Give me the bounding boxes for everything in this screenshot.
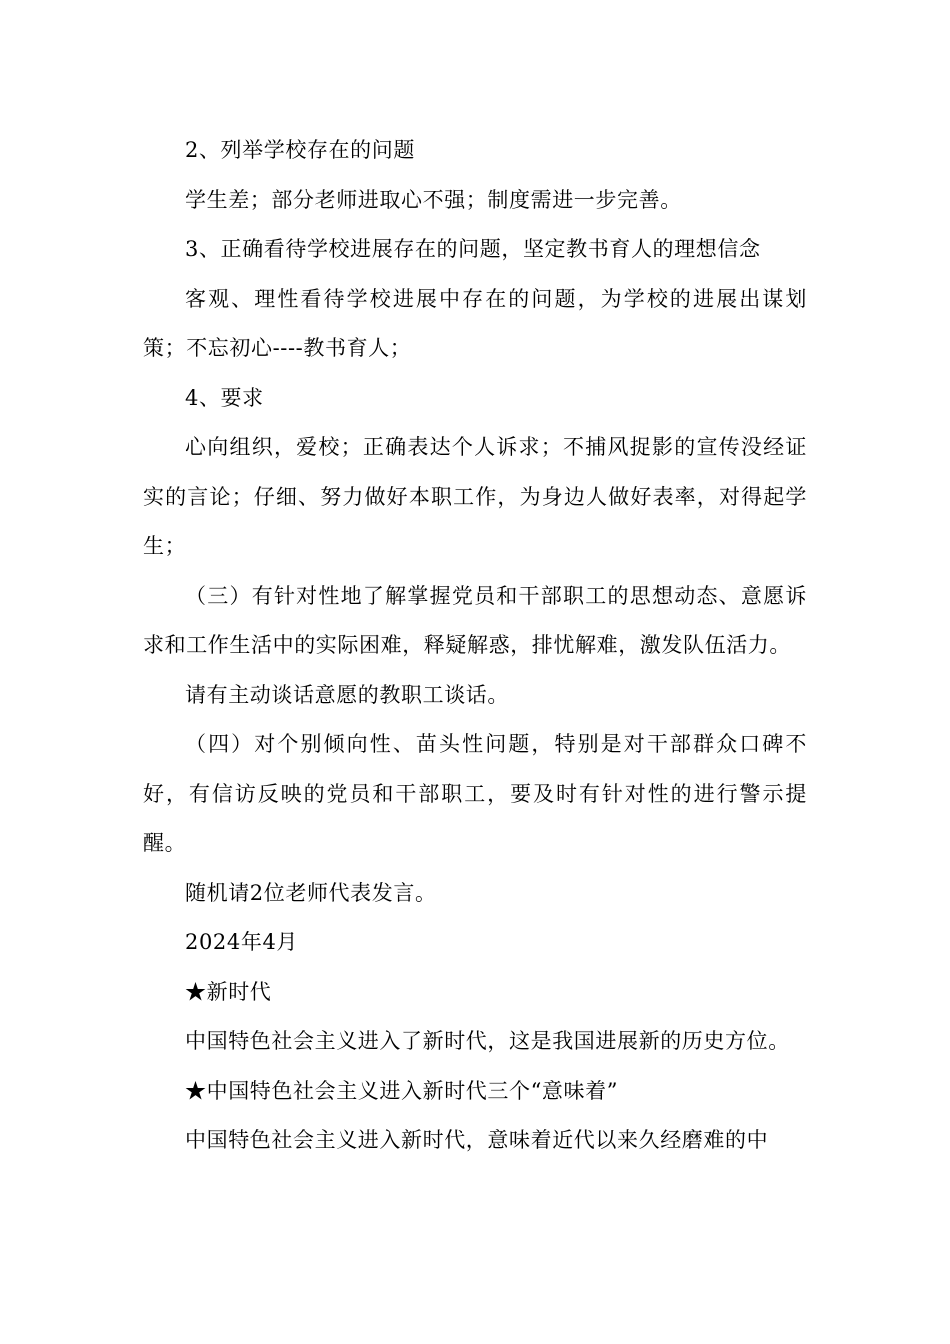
paragraph-new-era-body: 中国特色社会主义进入了新时代，这是我国进展新的历史方位。 xyxy=(185,1029,790,1053)
paragraph-item2-heading: 2、列举学校存在的问题 xyxy=(185,138,415,162)
paragraph-item3-heading: 3、正确看待学校进展存在的问题，坚定教书育人的理想信念 xyxy=(185,237,761,261)
paragraph-three-meanings-body: 中国特色社会主义进入新时代，意味着近代以来久经磨难的中 xyxy=(185,1128,769,1152)
paragraph-item4-body: 心向组织，爱校；正确表达个人诉求；不捕风捉影的宣传没经证实的言论；仔细、努力做好本职工作，为身边人做好表率，对得起学生； xyxy=(143,435,807,558)
paragraph-item4-heading: 4、要求 xyxy=(185,385,264,410)
paragraph-section4-note: 随机请2位老师代表发言。 xyxy=(185,880,437,905)
paragraph-section3: （三）有针对性地了解掌握党员和干部职工的思想动态、意愿诉求和工作生活中的实际困难，释疑解惑，排忧解难，激发队伍活力。 xyxy=(143,583,807,657)
paragraph-three-meanings-heading: ★中国特色社会主义进入新时代三个“意味着” xyxy=(185,1078,619,1103)
paragraph-problems-list: 学生差；部分老师进取心不强；制度需进一步完善。 xyxy=(185,187,682,212)
paragraph-date: 2024年4月 xyxy=(185,930,299,954)
paragraph-section4: （四）对个别倾向性、苗头性问题，特别是对干部群众口碑不好，有信访反映的党员和干部职工，要及时有针对性的进行警示提醒。 xyxy=(143,732,807,855)
paragraph-new-era-heading: ★新时代 xyxy=(185,979,272,1004)
paragraph-section3-note: 请有主动谈话意愿的教职工谈话。 xyxy=(185,682,509,707)
paragraph-item3-body: 客观、理性看待学校进展中存在的问题，为学校的进展出谋划策；不忘初心----教书育人； xyxy=(143,286,807,360)
document-body xyxy=(143,126,807,1166)
